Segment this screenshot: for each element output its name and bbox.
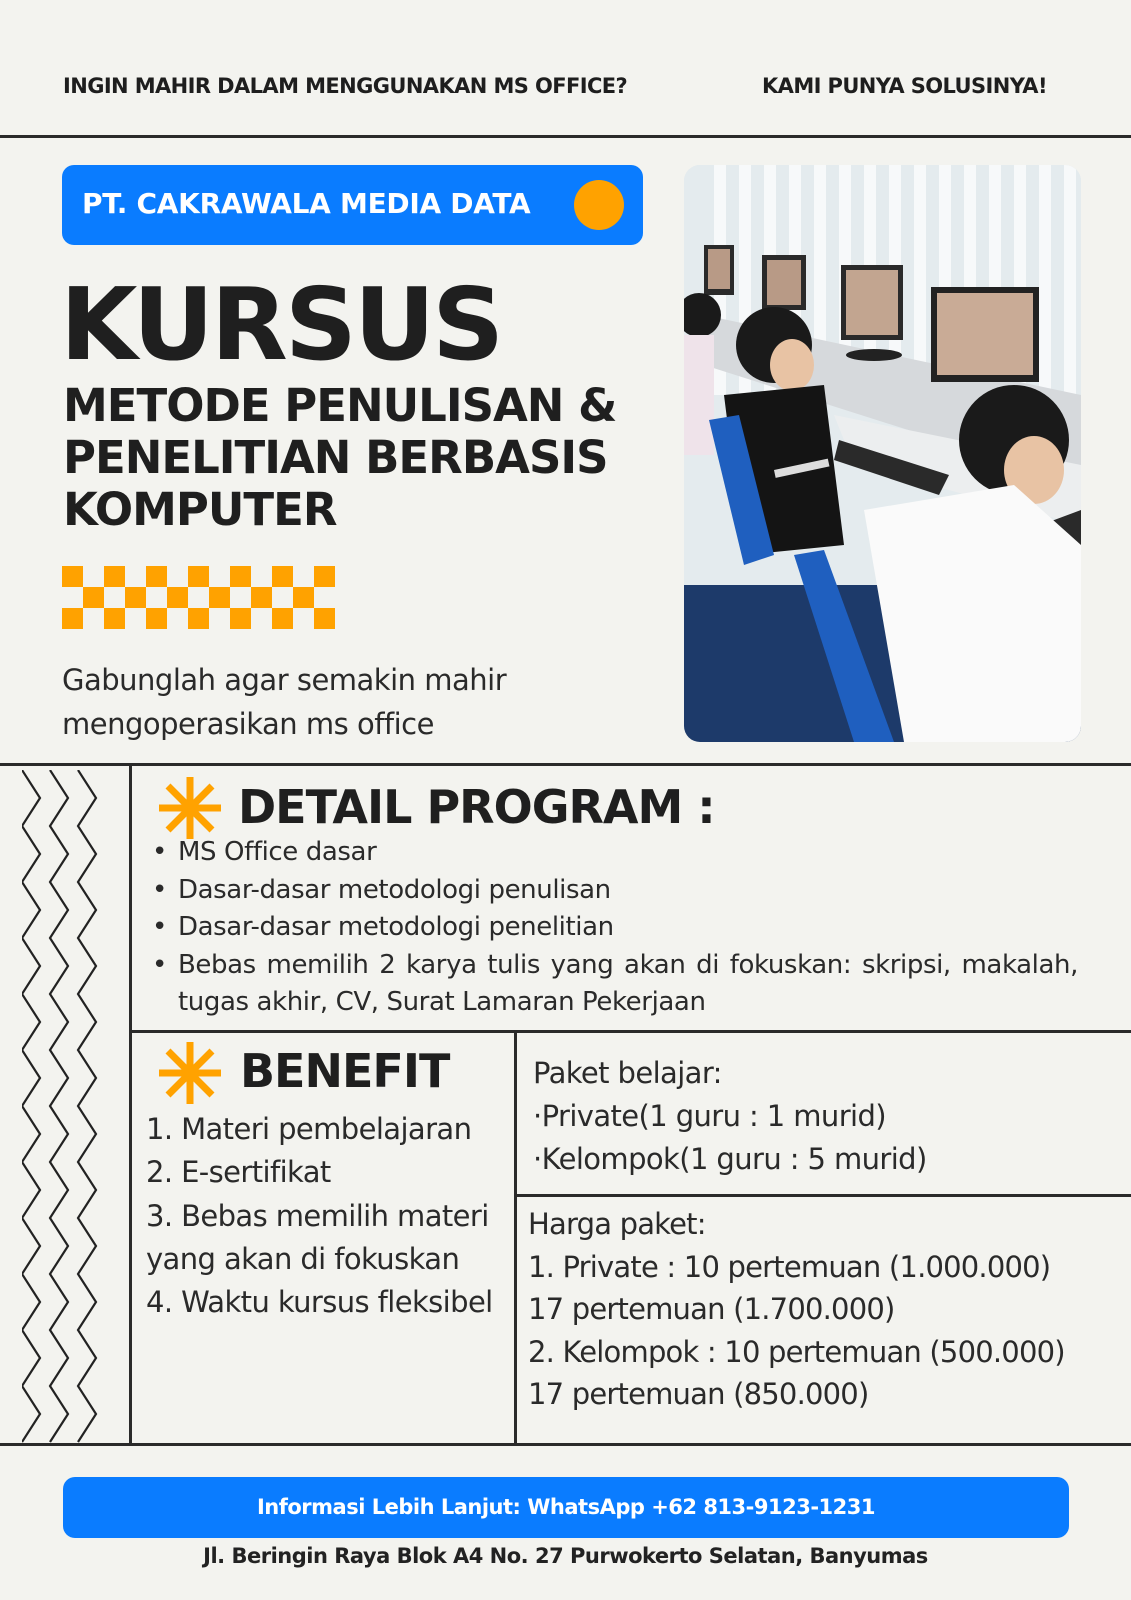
price-line: 2. Kelompok : 10 pertemuan (500.000) bbox=[528, 1334, 1065, 1369]
list-item: 3. Bebas memilih materi yang akan di fokuskan bbox=[146, 1198, 489, 1276]
harga-heading: Harga paket: bbox=[528, 1207, 706, 1241]
divider-bottom bbox=[0, 1443, 1131, 1446]
detail-program-heading: DETAIL PROGRAM : bbox=[238, 780, 715, 834]
company-badge bbox=[62, 165, 643, 245]
tagline: Gabunglah agar semakin mahir mengoperasikan ms office bbox=[62, 663, 507, 741]
price-line: 17 pertemuan (850.000) bbox=[528, 1377, 869, 1411]
checker-pattern-decoration bbox=[62, 566, 337, 630]
orange-dot-icon bbox=[574, 180, 624, 230]
divider-middle bbox=[0, 763, 1131, 766]
divider-vertical-center bbox=[514, 1032, 517, 1445]
harga-paket bbox=[528, 1203, 1065, 1416]
divider-vertical-left bbox=[129, 765, 132, 1445]
divider-paket bbox=[516, 1194, 1131, 1197]
asterisk-icon bbox=[157, 1040, 223, 1106]
computer-lab-photo bbox=[684, 165, 1081, 742]
paket-belajar bbox=[533, 1052, 927, 1181]
list-item: • MS Office dasar bbox=[150, 834, 1078, 872]
top-banner bbox=[0, 0, 1131, 137]
page-subtitle: METODE PENULISAN & PENELITIAN BERBASIS KOMPUTER bbox=[63, 379, 617, 536]
company-name: PT. CAKRAWALA MEDIA DATA bbox=[82, 187, 531, 220]
zigzag-decoration bbox=[22, 770, 102, 1445]
divider-top bbox=[0, 135, 1131, 138]
list-item: • Dasar-dasar metodologi penulisan bbox=[150, 872, 1078, 910]
header-answer: KAMI PUNYA SOLUSINYA! bbox=[762, 74, 1047, 98]
asterisk-icon bbox=[157, 775, 223, 841]
header-question: INGIN MAHIR DALAM MENGGUNAKAN MS OFFICE? bbox=[63, 74, 628, 98]
list-item: • Dasar-dasar metodologi penelitian bbox=[150, 909, 1078, 947]
benefit-list bbox=[146, 1108, 506, 1324]
list-item: • Bebas memilih 2 karya tulis yang akan di fokuskan: skripsi, makalah, tugas akhir, CV, Surat Lamaran Pekerjaan bbox=[150, 947, 1078, 1022]
divider-detail-bottom bbox=[131, 1030, 1131, 1033]
list-item: ·Private(1 guru : 1 murid) bbox=[533, 1099, 887, 1133]
paket-heading: Paket belajar: bbox=[533, 1056, 722, 1090]
page-title: KURSUS bbox=[60, 266, 502, 383]
list-item: 1. Materi pembelajaran bbox=[146, 1112, 472, 1146]
price-line: 17 pertemuan (1.700.000) bbox=[528, 1292, 895, 1326]
list-item: ·Kelompok(1 guru : 5 murid) bbox=[533, 1142, 927, 1176]
list-item: 4. Waktu kursus fleksibel bbox=[146, 1285, 493, 1320]
list-item: 2. E-sertifikat bbox=[146, 1155, 331, 1190]
address: Jl. Beringin Raya Blok A4 No. 27 Purwokerto Selatan, Banyumas bbox=[203, 1544, 928, 1568]
price-line: 1. Private : 10 pertemuan (1.000.000) bbox=[528, 1249, 1051, 1284]
detail-program-list bbox=[150, 834, 1078, 1022]
whatsapp-contact-banner: Informasi Lebih Lanjut: WhatsApp +62 813-9123-1231 bbox=[63, 1477, 1069, 1538]
benefit-heading: BENEFIT bbox=[240, 1044, 450, 1098]
